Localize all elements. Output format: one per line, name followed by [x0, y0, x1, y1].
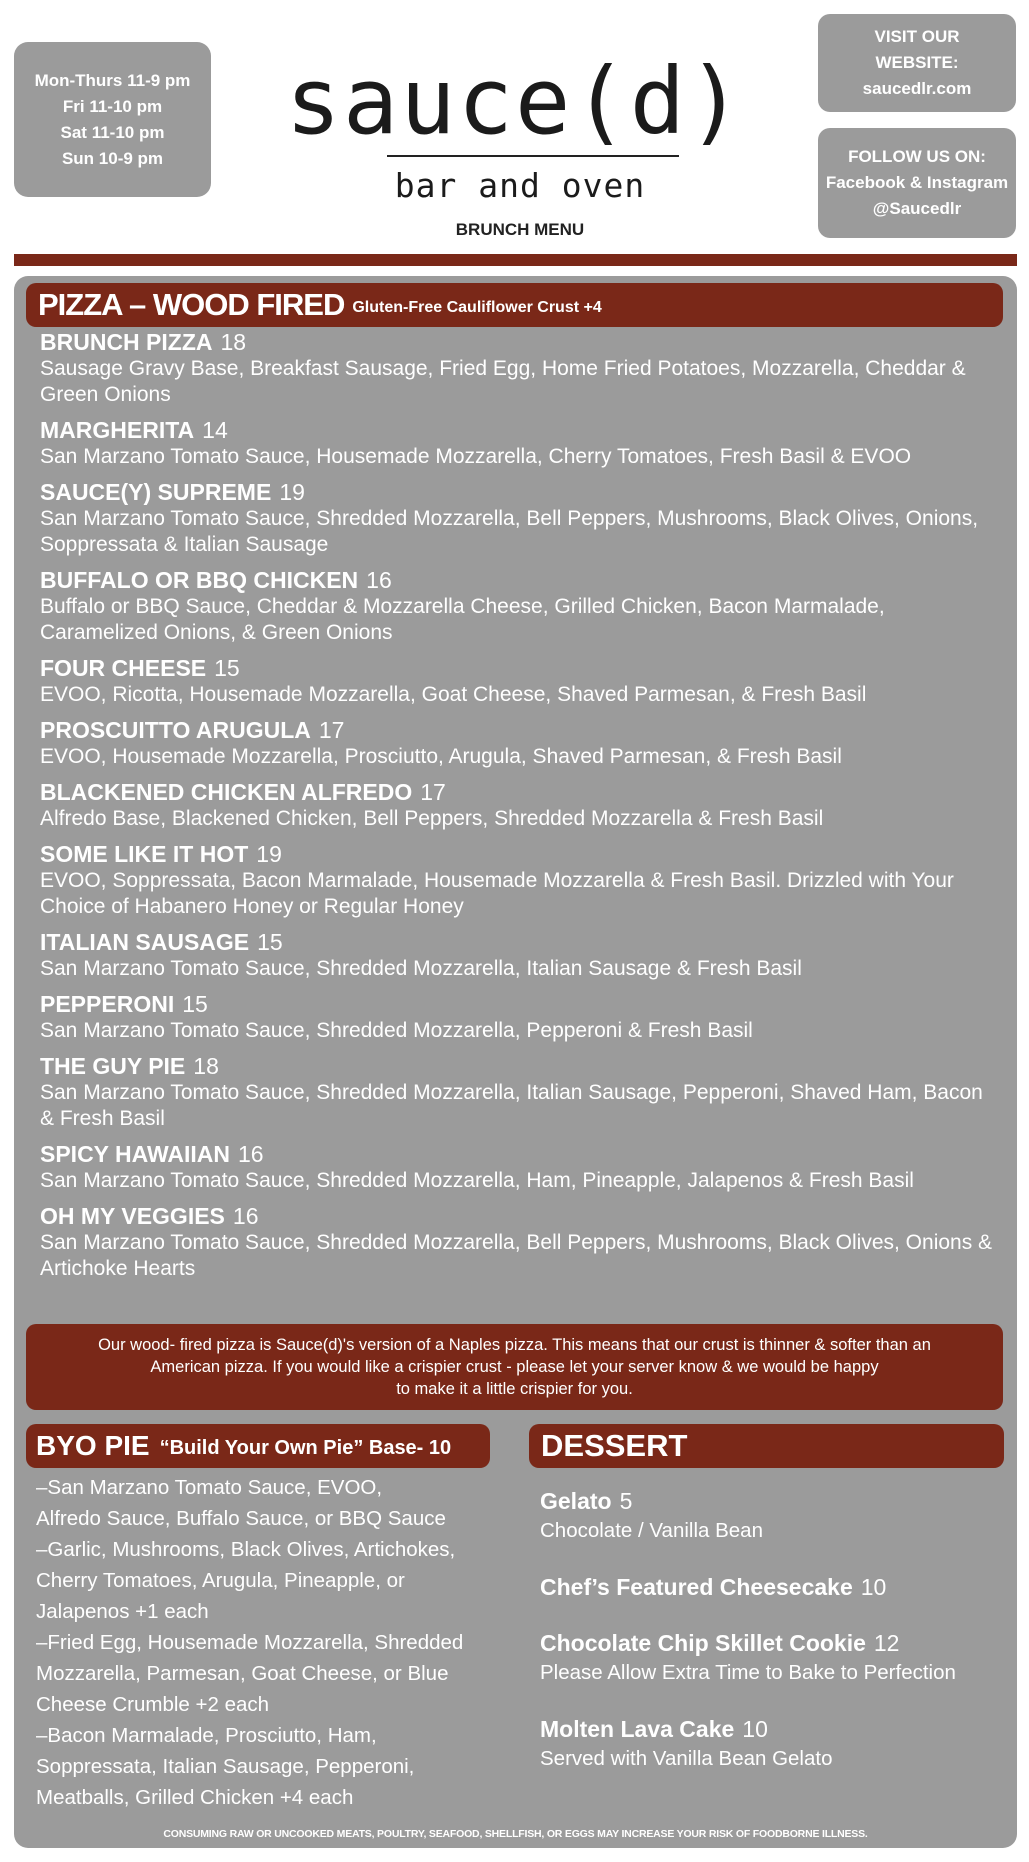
crust-note	[26, 1324, 1003, 1410]
pizza-price: 16	[238, 1141, 264, 1167]
pizza-description: EVOO, Soppressata, Bacon Marmalade, Housemade Mozzarella & Fresh Basil. Drizzled with Your Choice of Habanero Honey or Regular Honey	[40, 869, 954, 918]
pizza-item	[40, 1202, 1000, 1282]
pizza-name: SPICY HAWAIIAN	[40, 1141, 230, 1167]
dessert-description: Served with Vanilla Bean Gelato	[540, 1747, 833, 1770]
dessert-title: DESSERT	[541, 1428, 688, 1463]
pizza-item	[40, 416, 1000, 470]
byo-line: Meatballs, Grilled Chicken +4 each	[36, 1786, 354, 1809]
crust-note-line: Our wood- fired pizza is Sauce(d)'s version of a Naples pizza. This means that our crust is thinner & softer than an	[98, 1336, 931, 1354]
byo-line: –San Marzano Tomato Sauce, EVOO,	[36, 1476, 383, 1499]
pizza-description: San Marzano Tomato Sauce, Shredded Mozzarella, Pepperoni & Fresh Basil	[40, 1019, 753, 1042]
dessert-item	[540, 1714, 1000, 1774]
website-box[interactable]	[818, 14, 1016, 112]
crust-note-line: American pizza. If you would like a crispier crust - please let your server know & we would be happy	[150, 1358, 879, 1376]
pizza-name: SAUCE(Y) SUPREME	[40, 479, 272, 505]
pizza-description: San Marzano Tomato Sauce, Shredded Mozzarella, Italian Sausage & Fresh Basil	[40, 957, 802, 980]
pizza-name: BUFFALO OR BBQ CHICKEN	[40, 567, 359, 593]
pizza-description: San Marzano Tomato Sauce, Shredded Mozzarella, Italian Sausage, Pepperoni, Shaved Ham, Bacon & Fresh Basil	[40, 1081, 983, 1130]
crust-note-line: to make it a little crispier for you.	[396, 1380, 633, 1398]
pizza-price: 17	[318, 717, 345, 743]
pizza-name: MARGHERITA	[40, 417, 195, 443]
byo-line: Cheese Crumble +2 each	[36, 1693, 270, 1716]
dessert-name: Molten Lava Cake	[540, 1716, 735, 1742]
pizza-item	[40, 328, 1000, 408]
hours-box	[14, 42, 211, 197]
pizza-name: SOME LIKE IT HOT	[40, 841, 249, 867]
byo-line: –Fried Egg, Housemade Mozzarella, Shredded	[36, 1631, 464, 1654]
pizza-description: Alfredo Base, Blackened Chicken, Bell Peppers, Shredded Mozzarella & Fresh Basil	[40, 807, 824, 830]
pizza-name: PEPPERONI	[40, 991, 175, 1017]
pizza-item	[40, 840, 1000, 920]
pizza-item	[40, 990, 1000, 1044]
byo-section-header	[26, 1424, 490, 1468]
website-label-1: VISIT OUR	[874, 27, 960, 46]
website-link[interactable]: saucedlr.com	[862, 79, 972, 98]
pizza-name: BLACKENED CHICKEN ALFREDO	[40, 779, 413, 805]
dessert-name: Chef’s Featured Cheesecake	[540, 1574, 853, 1600]
pizza-item	[40, 1052, 1000, 1132]
dessert-item	[540, 1572, 1000, 1602]
pizza-item	[40, 566, 1000, 646]
foodborne-illness-warning: CONSUMING RAW OR UNCOOKED MEATS, POULTRY, SEAFOOD, SHELLFISH, OR EGGS MAY INCREASE YOUR RISK OF FOODBORNE ILLNESS.	[163, 1828, 868, 1840]
pizza-price: 17	[420, 779, 446, 805]
menu-title: BRUNCH MENU	[455, 220, 585, 239]
header-divider-bar	[14, 254, 1017, 266]
dessert-section-header	[529, 1424, 1004, 1468]
pizza-price: 16	[232, 1203, 259, 1229]
byo-title: BYO PIE	[36, 1430, 150, 1461]
brand-logo: sauce(d)	[285, 48, 745, 155]
pizza-description: EVOO, Housemade Mozzarella, Prosciutto, Arugula, Shaved Parmesan, & Fresh Basil	[40, 745, 842, 768]
byo-line: Mozzarella, Parmesan, Goat Cheese, or Blue	[36, 1662, 449, 1685]
dessert-price: 5	[619, 1488, 633, 1514]
pizza-price: 19	[256, 841, 282, 867]
dessert-list	[540, 1486, 1000, 1800]
pizza-name: ITALIAN SAUSAGE	[40, 929, 250, 955]
pizza-item	[40, 778, 1000, 832]
follow-label: FOLLOW US ON:	[848, 147, 986, 166]
byo-line: Alfredo Sauce, Buffalo Sauce, or BBQ Sauce	[36, 1507, 446, 1530]
pizza-price: 16	[366, 567, 392, 593]
pizza-price: 19	[279, 479, 305, 505]
hours-line: Sat 11-10 pm	[60, 122, 165, 142]
pizza-section-header	[26, 283, 1003, 327]
byo-line: –Bacon Marmalade, Prosciutto, Ham,	[36, 1724, 377, 1747]
dessert-item	[540, 1628, 1000, 1688]
byo-options	[36, 1472, 496, 1813]
pizza-section-subtitle: Gluten-Free Cauliflower Crust +4	[352, 299, 602, 316]
pizza-name: FOUR CHEESE	[40, 655, 207, 681]
pizza-item	[40, 654, 1000, 708]
byo-line: Soppressata, Italian Sausage, Pepperoni,	[36, 1755, 415, 1778]
follow-handle[interactable]: @Saucedlr	[872, 199, 962, 218]
dessert-name: Chocolate Chip Skillet Cookie	[540, 1630, 866, 1656]
pizza-item	[40, 1140, 1000, 1194]
byo-line: –Garlic, Mushrooms, Black Olives, Artichokes,	[36, 1538, 456, 1561]
pizza-description: San Marzano Tomato Sauce, Shredded Mozzarella, Bell Peppers, Mushrooms, Black Olives, Onions & Artichoke Hearts	[40, 1231, 993, 1280]
pizza-price: 15	[182, 991, 208, 1017]
follow-box[interactable]	[818, 128, 1016, 238]
dessert-item	[540, 1486, 1000, 1546]
pizza-price: 15	[257, 929, 283, 955]
website-label-2: WEBSITE:	[875, 53, 959, 72]
follow-platforms: Facebook & Instagram	[825, 173, 1009, 192]
pizza-name: THE GUY PIE	[40, 1053, 186, 1079]
hours-line: Mon-Thurs 11-9 pm	[34, 70, 191, 90]
dessert-price: 10	[860, 1574, 887, 1600]
pizza-description: Buffalo or BBQ Sauce, Cheddar & Mozzarella Cheese, Grilled Chicken, Bacon Marmalade, Caramelized Onions, & Green Onions	[40, 595, 885, 644]
dessert-description: Chocolate / Vanilla Bean	[540, 1519, 763, 1542]
pizza-price: 18	[193, 1053, 219, 1079]
pizza-list	[40, 328, 1000, 1290]
byo-line: Cherry Tomatoes, Arugula, Pineapple, or	[36, 1569, 405, 1592]
pizza-item	[40, 716, 1000, 770]
dessert-price: 12	[873, 1630, 900, 1656]
pizza-price: 18	[220, 329, 247, 355]
dessert-name: Gelato	[540, 1488, 612, 1514]
byo-subtitle: “Build Your Own Pie” Base- 10	[159, 1436, 452, 1459]
pizza-price: 14	[202, 417, 228, 443]
pizza-name: OH MY VEGGIES	[40, 1203, 225, 1229]
dessert-description: Please Allow Extra Time to Bake to Perfection	[540, 1661, 956, 1684]
dessert-price: 10	[742, 1716, 768, 1742]
pizza-description: San Marzano Tomato Sauce, Shredded Mozzarella, Ham, Pineapple, Jalapenos & Fresh Basil	[40, 1169, 914, 1192]
pizza-item	[40, 928, 1000, 982]
pizza-description: San Marzano Tomato Sauce, Shredded Mozzarella, Bell Peppers, Mushrooms, Black Olives, Onions, Soppressata & Italian Sausage	[40, 507, 979, 556]
pizza-description: EVOO, Ricotta, Housemade Mozzarella, Goat Cheese, Shaved Parmesan, & Fresh Basil	[40, 683, 867, 706]
byo-line: Jalapenos +1 each	[36, 1600, 209, 1623]
pizza-description: Sausage Gravy Base, Breakfast Sausage, Fried Egg, Home Fried Potatoes, Mozzarella, Cheddar & Green Onions	[40, 357, 966, 406]
pizza-section-title: PIZZA – WOOD FIRED	[38, 287, 345, 322]
pizza-price: 15	[214, 655, 240, 681]
hours-line: Fri 11-10 pm	[62, 96, 163, 116]
logo-divider	[387, 155, 679, 157]
brand-subtitle: bar and oven	[394, 166, 646, 205]
pizza-item	[40, 478, 1000, 558]
pizza-description: San Marzano Tomato Sauce, Housemade Mozzarella, Cherry Tomatoes, Fresh Basil & EVOO	[40, 445, 912, 468]
hours-line: Sun 10-9 pm	[61, 148, 164, 168]
pizza-name: PROSCUITTO ARUGULA	[40, 717, 311, 743]
pizza-name: BRUNCH PIZZA	[40, 329, 213, 355]
